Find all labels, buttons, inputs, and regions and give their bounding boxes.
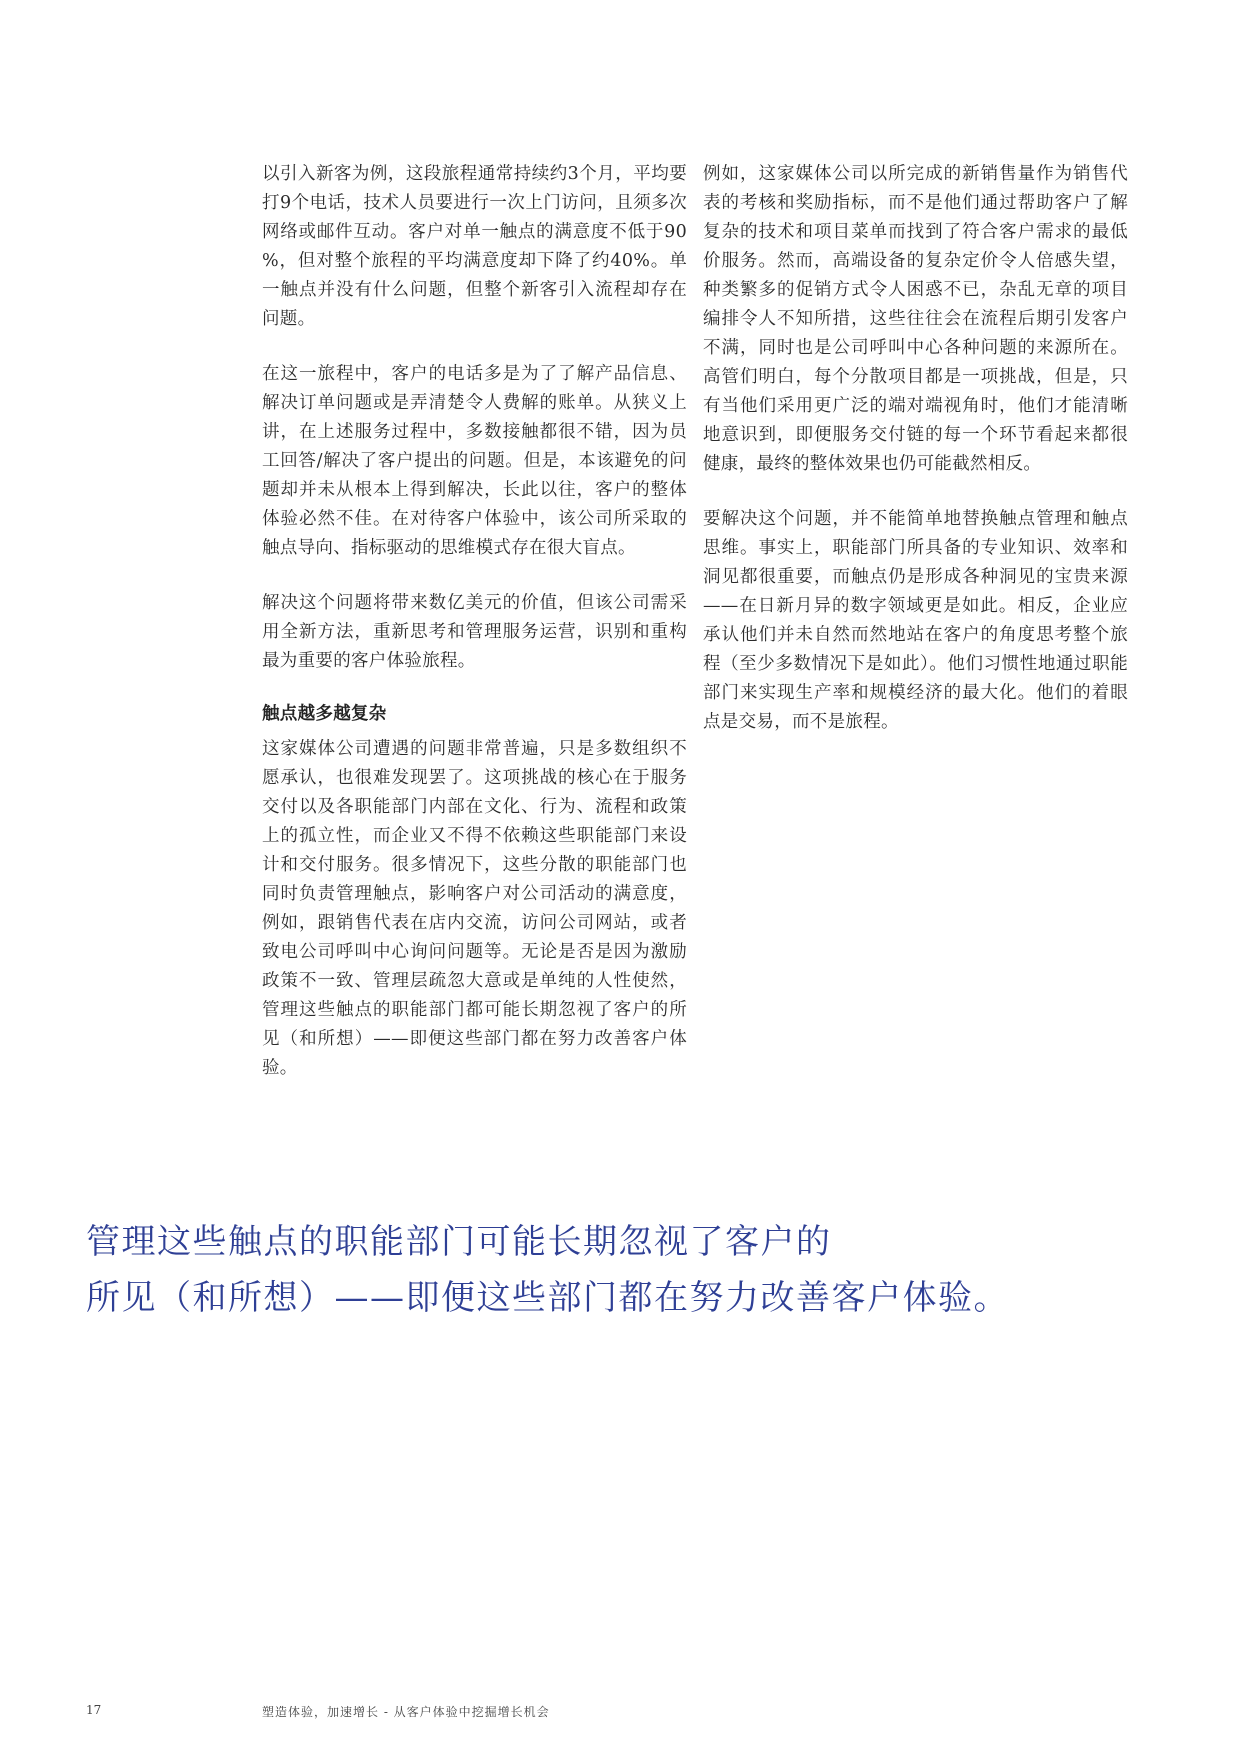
body-paragraph: 在这一旅程中，客户的电话多是为了了解产品信息、解决订单问题或是弄清楚令人费解的账单。从狭义上讲，在上述服务过程中，多数接触都很不错，因为员工回答/解决了客户提出的问题。但是，本该避免的问题却并未从根本上得到解决，长此以往，客户的整体体验必然不佳。在对待客户体验中，该公司所采取的触点导向、指标驱动的思维模式存在很大盲点。 [262,364,687,558]
right-column [703,160,1128,763]
pull-quote-line: 所见（和所想）——即便这些部门都在努力改善客户体验。 [86,1278,1009,1318]
pull-quote [86,1214,1186,1326]
body-paragraph: 要解决这个问题，并不能简单地替换触点管理和触点思维。事实上，职能部门所具备的专业知识、效率和洞见都很重要，而触点仍是形成各种洞见的宝贵来源——在日新月异的数字领域更是如此。相反，企业应承认他们并未自然而然地站在客户的角度思考整个旅程（至少多数情况下是如此）。他们习惯性地通过职能部门来实现生产率和规模经济的最大化。他们的着眼点是交易，而不是旅程。 [703,509,1128,732]
left-column [262,160,687,1109]
body-paragraph: 解决这个问题将带来数亿美元的价值，但该公司需采用全新方法，重新思考和管理服务运营，识别和重构最为重要的客户体验旅程。 [262,593,687,671]
body-paragraph: 以引入新客为例，这段旅程通常持续约3个月，平均要打9个电话，技术人员要进行一次上门访问，且须多次网络或邮件互动。客户对单一触点的满意度不低于90%，但对整个旅程的平均满意度却下降了约40%。单一触点并没有什么问题，但整个新客引入流程却存在问题。 [262,164,687,329]
body-paragraph: 例如，这家媒体公司以所完成的新销售量作为销售代表的考核和奖励指标，而不是他们通过帮助客户了解复杂的技术和项目菜单而找到了符合客户需求的最低价服务。然而，高端设备的复杂定价令人倍感失望，种类繁多的促销方式令人困惑不已，杂乱无章的项目编排令人不知所措，这些往往会在流程后期引发客户不满，同时也是公司呼叫中心各种问题的来源所在。高管们明白，每个分散项目都是一项挑战，但是，只有当他们采用更广泛的端对端视角时，他们才能清晰地意识到，即便服务交付链的每一个环节看起来都很健康，最终的整体效果也仍可能截然相反。 [703,164,1128,474]
pull-quote-line: 管理这些触点的职能部门可能长期忽视了客户的 [86,1222,832,1262]
section-subheading: 触点越多越复杂 [262,704,387,724]
running-title: 塑造体验，加速增长 - 从客户体验中挖掘增长机会 [262,1705,550,1719]
page-number: 17 [86,1703,102,1717]
body-paragraph: 这家媒体公司遭遇的问题非常普遍，只是多数组织不愿承认，也很难发现罢了。这项挑战的核心在于服务交付以及各职能部门内部在文化、行为、流程和政策上的孤立性，而企业又不得不依赖这些职能部门来设计和交付服务。很多情况下，这些分散的职能部门也同时负责管理触点，影响客户对公司活动的满意度，例如，跟销售代表在店内交流，访问公司网站，或者致电公司呼叫中心询问问题等。无论是否是因为激励政策不一致、管理层疏忽大意或是单纯的人性使然，管理这些触点的职能部门都可能长期忽视了客户的所见（和所想）——即便这些部门都在努力改善客户体验。 [262,739,687,1078]
